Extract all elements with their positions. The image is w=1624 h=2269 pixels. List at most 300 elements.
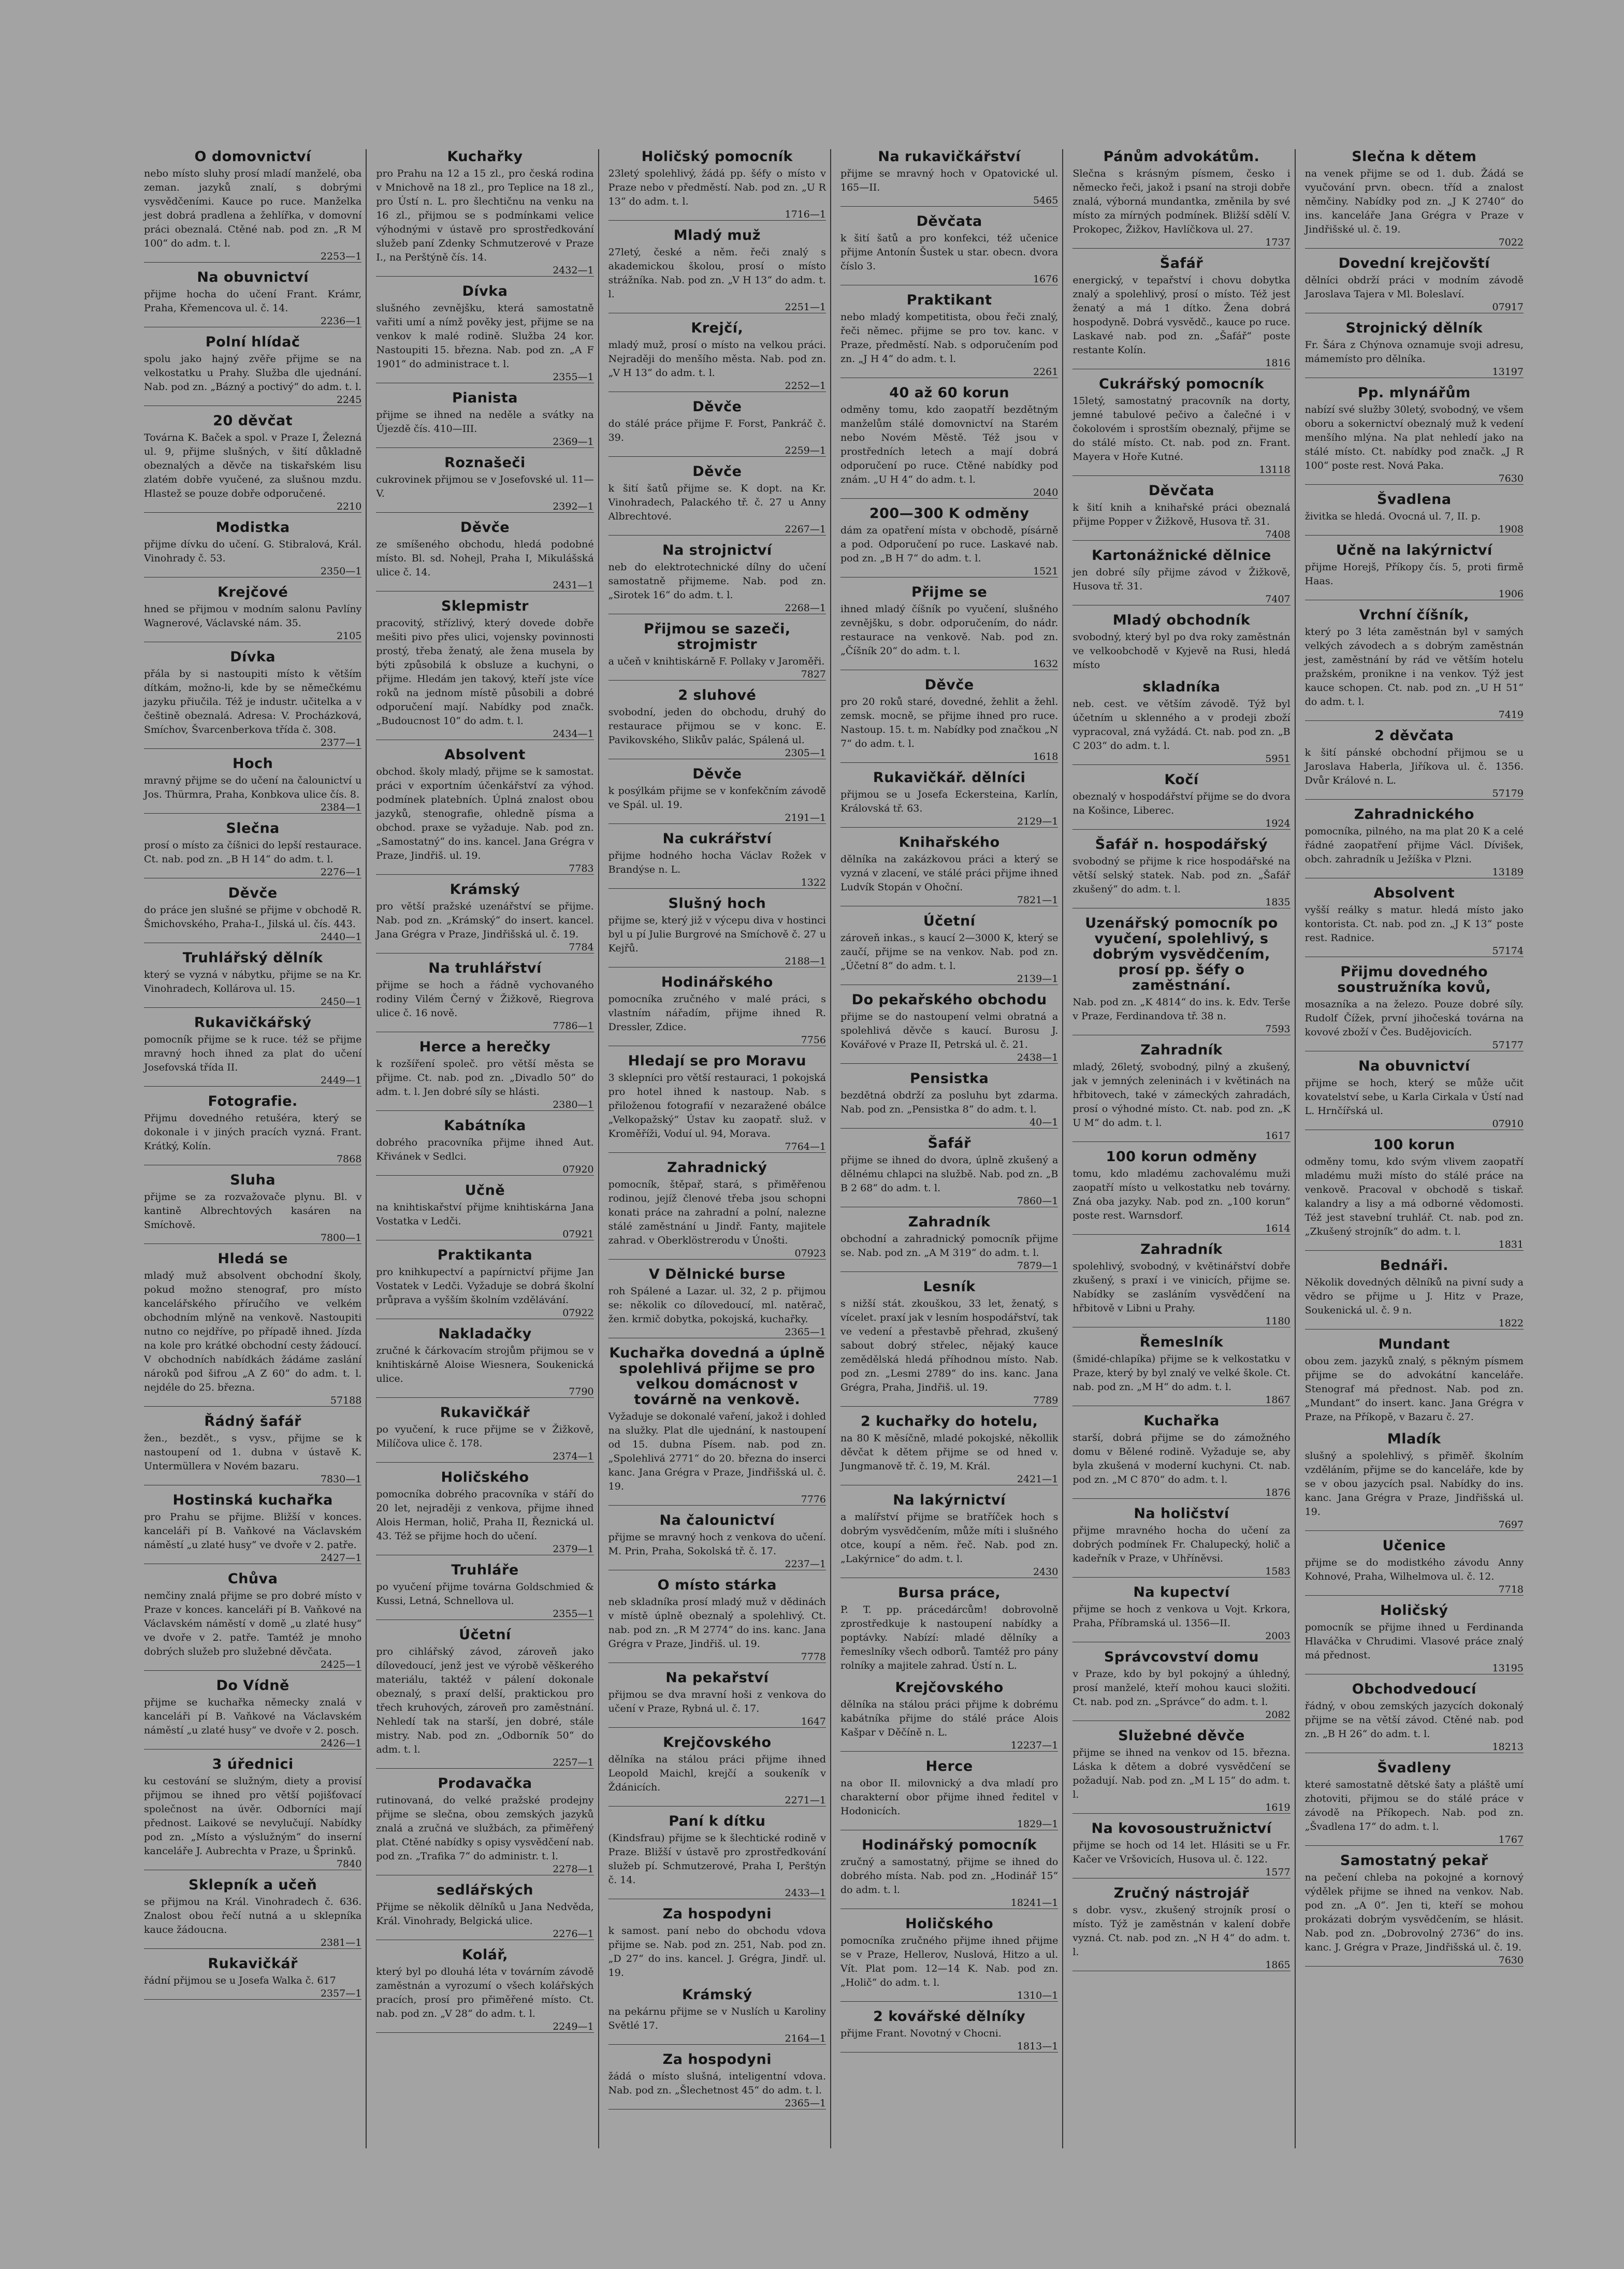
classified-ad bbox=[1072, 680, 1290, 765]
classified-ad bbox=[608, 1160, 826, 1260]
classified-ad bbox=[608, 688, 826, 759]
ad-heading: Modistka bbox=[215, 519, 290, 536]
ad-reference-code: 1906 bbox=[1305, 588, 1524, 600]
ad-body: do stálé práce přijme F. Forst, Pankráč č. 39. bbox=[608, 418, 826, 443]
ad-body: bezdětná obdrží za posluhu byt zdarma. Nab. pod zn. „Pensistka 8“ do adm. t. l. bbox=[840, 1090, 1058, 1115]
ad-heading: Truhlářský dělník bbox=[182, 950, 323, 966]
ad-reference-code: 7821—1 bbox=[840, 894, 1058, 906]
ad-heading: Děvče bbox=[692, 766, 742, 782]
ad-reference-code: 2245 bbox=[144, 394, 361, 406]
ad-heading: Chůva bbox=[227, 1571, 278, 1587]
ad-reference-code: 1767 bbox=[1305, 1834, 1524, 1846]
classified-ad bbox=[840, 149, 1058, 207]
classified-ad bbox=[1072, 772, 1290, 830]
ad-body: pomocníka dobrého pracovníka v stáří do 20 let, nejraději z venkova, přijme ihned Alois Herman, holič, Praha II, Řeznická ul. 43. Též se přijme hoch do učení. bbox=[376, 1488, 594, 1542]
ad-heading: Krámský bbox=[450, 881, 520, 898]
classified-ad bbox=[1072, 149, 1290, 249]
ad-heading: Pánům advokátům. bbox=[1103, 149, 1260, 165]
ad-heading: Bursa práce, bbox=[898, 1585, 1001, 1601]
ad-body: který byl po dlouhá léta v továrním závodě zaměstnán a vyrozumí o všech kolářských pracích, prosí pro přiměřené místo. Ct. nab. pod zn. „V 28“ do adm. t. l. bbox=[376, 1966, 594, 2019]
ad-body: pro 20 roků staré, dovedné, žehlit a žehl. zemsk. mocně, se přijme ihned pro ruce. Nastoup. 15. t. m. Nabídky pod značkou „N 7“ do adm. t. l. bbox=[840, 696, 1058, 749]
ad-body: neb do elektrotechnické dílny do učení samostatně přijmeme. Nab. pod zn. „Sirotek 16“ do adm. t. l. bbox=[608, 561, 826, 601]
classified-ad bbox=[1305, 1682, 1524, 1753]
ad-heading: Absolvent bbox=[1373, 885, 1455, 901]
classified-ad bbox=[608, 2052, 826, 2109]
classified-ad bbox=[144, 1251, 361, 1407]
classified-ad bbox=[1072, 256, 1290, 369]
ad-body: zručný a samostatný, přijme se ihned do dobrého místa. Nab. pod zn. „Hodinář 15“ do adm. t. l. bbox=[840, 1856, 1058, 1896]
ad-body: k samost. paní nebo do obchodu vdova přijme se. Nab. pod zn. 251, Nab. pod zn. „D 27“ do ins. kancel. J. Grégra, Jindř. ul. 19. bbox=[608, 1925, 826, 1978]
ad-reference-code: 7830—1 bbox=[144, 1473, 361, 1485]
ad-body: 15letý, samostatný pracovník na dorty, jemné tabulové pečivo a čalečné i v čokolovém i sprostším obeznalý, přijme se do stálé místo. Ct. nab. pod zn. Frant. Mayera v Hoře Kutné. bbox=[1072, 395, 1291, 463]
ad-heading: Rukavičkář. dělníci bbox=[873, 770, 1026, 786]
ad-heading: Děvče bbox=[460, 519, 510, 536]
ad-reference-code: 2305—1 bbox=[608, 747, 826, 759]
ad-heading: 40 až 60 korun bbox=[889, 385, 1010, 401]
ad-heading: Švadlena bbox=[1377, 492, 1452, 508]
ad-body: pomocníka, pilného, na ma plat 20 K a celé řádné zaopatření přijme Václ. Dívišek, obch. zahradník u Ježíška v Plzni. bbox=[1304, 826, 1524, 865]
ad-heading: Slušný hoch bbox=[668, 895, 766, 912]
ad-heading: Zručný nástrojář bbox=[1113, 1885, 1250, 1901]
ad-body: k rozšíření společ. pro větší města se přijme. Ct. nab. pod zn. „Divadlo 50“ do adm. t. l. Jen dobré síly se hlásti. bbox=[376, 1058, 594, 1097]
ad-body: (Kindsfrau) přijme se k šlechtické rodině v Praze. Bližší v ústavě pro zprostředkování služeb pí. Schmutzerové, Praha I, Perštýn č. 14. bbox=[608, 1832, 826, 1886]
ad-reference-code: 2384—1 bbox=[144, 802, 361, 814]
classified-ad bbox=[376, 149, 593, 277]
classified-ad bbox=[1305, 964, 1524, 1051]
ad-reference-code: 2365—1 bbox=[608, 2098, 826, 2109]
ad-heading: Šafář bbox=[927, 1135, 971, 1151]
ad-reference-code: 1583 bbox=[1072, 1566, 1290, 1578]
ad-body: Vyžaduje se dokonalé vaření, jakož i dohled na služky. Plat dle ujednání, k nastoupení od 15. dubna Písem. nab. pod zn. „Spolehlivá 2771“ do 20. března do inserci kanc. Jana Grégra v Praze, Jindřišská ul. č. 19. bbox=[608, 1411, 826, 1492]
ad-reference-code: 12237—1 bbox=[840, 1740, 1058, 1752]
classified-ad bbox=[144, 520, 361, 577]
classified-ads-grid bbox=[140, 149, 1528, 2148]
ad-reference-code: 2357—1 bbox=[144, 1988, 361, 2000]
ad-reference-code: 2392—1 bbox=[376, 501, 593, 513]
classified-ad bbox=[1072, 613, 1290, 672]
classified-ad bbox=[1072, 1149, 1290, 1235]
ad-heading: Bednáři. bbox=[1380, 1258, 1449, 1274]
classified-ad bbox=[608, 1987, 826, 2045]
ad-heading: Prodavačka bbox=[438, 1775, 532, 1791]
ad-heading: Truhláře bbox=[451, 1562, 519, 1578]
classified-ad bbox=[608, 1513, 826, 1570]
ad-reference-code: 7756 bbox=[608, 1034, 826, 1046]
classified-ad bbox=[376, 882, 593, 953]
ad-reference-code: 1829—1 bbox=[840, 1818, 1058, 1830]
ad-heading: Služebné děvče bbox=[1118, 1728, 1245, 1744]
ad-reference-code: 1619 bbox=[1072, 1802, 1290, 1814]
ad-reference-code: 2251—1 bbox=[608, 301, 826, 313]
ad-reference-code: 2276—1 bbox=[144, 866, 361, 878]
classified-ad bbox=[376, 1039, 593, 1111]
classified-ad bbox=[1305, 1853, 1524, 1967]
ad-reference-code: 2249—1 bbox=[376, 2021, 593, 2033]
ad-body: P. T. pp. prácedárcům! dobrovolně zprostředkuje k nastoupení nabídky a poptávky. Nabízí: mladé dělníky a řemeslníky všech odborů. Tamtéž pro pány rolníky a majitele zahrad. Ústí n. L. bbox=[840, 1604, 1058, 1671]
classified-ad bbox=[608, 464, 826, 536]
ad-body: obeznalý v hospodářství přijme se do dvora na Košince, Liberec. bbox=[1072, 791, 1291, 816]
ad-body: přijme se kuchařka německy znalá v kanceláři pí B. Vaňkové na Václavském náměstí „u zlaté husy“ ve dvoře v 2. posch. bbox=[144, 1697, 362, 1736]
ad-heading: sedlářských bbox=[437, 1882, 533, 1898]
ad-body: Slečna s krásným písmem, česko i německo řeči, jakož i psaní na stroji dobře znalá, výborná mundantka, změnila by své místo za mírných podmínek. Bližší sdělí V. Prokopec, Žižkov, Havlíčkova ul. 27. bbox=[1072, 168, 1291, 235]
ad-heading: Pianista bbox=[452, 390, 518, 406]
classified-ad bbox=[840, 293, 1058, 378]
ad-body: a malířství přijme se bratříček hoch s dobrým vysvědčením, může míti i slušného otce, koupí a něm. řeč. Nab. pod zn. „Lakýrnice“ do adm. t. l. bbox=[840, 1511, 1058, 1565]
ad-heading: Na pekařství bbox=[665, 1670, 769, 1686]
classified-ad bbox=[1072, 916, 1290, 1035]
ad-heading: Hodinářského bbox=[661, 974, 773, 990]
ad-body: přijme se hoch, který se může učit kovatelství sebe, u Karla Cirkala v Ústí nad L. Hrnčířská ul. bbox=[1304, 1077, 1524, 1117]
ad-heading: Mundant bbox=[1378, 1336, 1451, 1352]
ad-reference-code: 1521 bbox=[840, 566, 1058, 577]
ad-heading: Na čalounictví bbox=[659, 1512, 775, 1528]
ad-heading: Na kupectví bbox=[1133, 1584, 1230, 1600]
classified-ad bbox=[608, 149, 826, 221]
classified-ad bbox=[840, 1136, 1058, 1207]
classified-ad bbox=[840, 585, 1058, 670]
ad-heading: Švadleny bbox=[1377, 1760, 1452, 1776]
ad-reference-code: 57188 bbox=[144, 1395, 361, 1407]
classified-ad bbox=[1072, 1506, 1290, 1578]
ad-heading: Kuchařka dovedná a úplně spolehlivá přijme se pro velkou domácnost v továrně na venkově. bbox=[609, 1345, 825, 1408]
ad-body: se přijmou na Král. Vinohradech č. 636. Znalost obou řečí nutná a u sklepníka kauce žádoucna. bbox=[144, 1896, 362, 1935]
ad-reference-code: 2430 bbox=[840, 1566, 1058, 1578]
ad-body: na obor II. milovnický a dva mladí pro charakterní obor přijme ihned ředitel v Hodonicích. bbox=[840, 1777, 1058, 1817]
ad-body: pomocníka zručného přijme ihned přijme se v Praze, Hellerov, Nuslová, Hitzo a ul. Vít. Plat pom. 12—14 K. Nab. pod zn. „Holič“ do adm. t. l. bbox=[840, 1935, 1058, 1988]
ad-body: pomocník, štěpař, stará, s přiměřenou rodinou, jejíž členové třeba jsou schopni konati práce na zahradní a polní, nalezne stálé zaměstnání u Jindř. Fanty, majitele zahrad. v Oberklöstrerodu v Únošti. bbox=[608, 1179, 826, 1246]
ad-body: pro větší pražské uzenářství se přijme. Nab. pod zn. „Krámský“ do insert. kancel. Jana Grégra v Praze, Jindřišská ul. č. 19. bbox=[376, 901, 594, 940]
ad-reference-code: 57177 bbox=[1305, 1039, 1524, 1051]
ad-reference-code: 18213 bbox=[1305, 1741, 1524, 1753]
classified-ad bbox=[1072, 1886, 1290, 1971]
ad-body: cukrovinek přijmou se v Josefovské ul. 11—V. bbox=[376, 474, 594, 499]
ad-body: (šmidé-chlapíka) přijme se k velkostatku v Praze, který by byl znalý ve velké škole. Ct. nab. pod zn. „M H“ do adm. t. l. bbox=[1072, 1353, 1291, 1393]
ad-heading: Děvče bbox=[692, 464, 742, 480]
ad-reference-code: 13189 bbox=[1305, 866, 1524, 878]
classified-ad bbox=[1072, 548, 1290, 605]
ad-heading: Učenice bbox=[1382, 1538, 1446, 1554]
ad-body: k šití knih a knihařské práci obeznalá přijme Popper v Žižkově, Husova tř. 31. bbox=[1072, 502, 1291, 527]
ad-body: pro Prahu se přijme. Bližší v konces. kanceláři pí B. Vaňkové na Václavském náměstí „u zlaté husy“ ve dvoře v 2. patře. bbox=[144, 1511, 362, 1551]
ad-body: hned se přijmou v modním salonu Pavlíny Wagnerové, Václavské nám. 35. bbox=[144, 603, 362, 629]
classified-ad bbox=[840, 835, 1058, 906]
ad-heading: Sklepník a učeň bbox=[189, 1877, 317, 1893]
classified-ad bbox=[840, 992, 1058, 1064]
ad-heading: Kuchařka bbox=[1143, 1413, 1220, 1429]
ad-reference-code: 7783 bbox=[376, 863, 593, 875]
ad-reference-code: 1813—1 bbox=[840, 2041, 1058, 2053]
ad-body: přijme se ihned na venkov od 15. března. Láska k dětem a dobré vysvědčení se požadují. Nab. pod zn. „M L 15“ do adm. t. l. bbox=[1072, 1747, 1291, 1800]
ad-reference-code: 7764—1 bbox=[608, 1141, 826, 1153]
ad-body: pro Prahu na 12 a 15 zl., pro česká rodina v Mnichově na 18 zl., pro Teplice na 18 zl., pro Ústí n. L. pro šlechtičnu na venku na 16 zl., přijmou se s podmínkami velice výhodnými v ústavě pro sprostředkování služeb paní Zdenky Schmutzerové v Praze I., na Perštýně čís. 14. bbox=[376, 168, 594, 263]
ad-reference-code: 2261 bbox=[840, 366, 1058, 378]
ad-heading: Holičský pomocník bbox=[641, 149, 793, 165]
ad-reference-code: 2381—1 bbox=[144, 1937, 361, 1949]
ad-body: k posýlkám přijme se v konfekčním závodě ve Spál. ul. 19. bbox=[608, 785, 826, 811]
ad-heading: Paní k dítku bbox=[669, 1813, 766, 1829]
ad-column bbox=[836, 149, 1063, 2148]
classified-ad bbox=[144, 1877, 361, 1949]
ad-heading: Kabátníka bbox=[444, 1118, 526, 1134]
ad-heading: Přijme se bbox=[911, 584, 988, 600]
ad-heading: Do Vídně bbox=[216, 1678, 289, 1694]
classified-ad bbox=[376, 391, 593, 448]
ad-body: nebo mladý kompetitista, obou řeči znalý, řeči němec. přijme se pro tov. kanc. v Praze, předměstí. Nab. s odporučením pod zn. „J H 4“ do adm. t. l. bbox=[840, 311, 1058, 365]
classified-ad bbox=[840, 214, 1058, 285]
ad-body: pracovitý, střízlivý, který dovede dobře mešiti pivo přes ulici, vojensky povinnosti prostý, třeba ženatý, ale žena musela by býti způsobilá k obsluze a kuchyni, o přijme. Hledám jen takový, kteří jste více roků na jednom místě působili a dobré odporučení mají. Nabídky pod značk. „Budoucnost 10“ do adm. t. l. bbox=[376, 617, 594, 727]
ad-body: ihned mladý číšník po vyučení, slušného zevnějšku, s dobr. odporučením, do nádr. restaurace na venkově. Nab. pod zn. „Číšník 20“ do adm. t. l. bbox=[840, 603, 1058, 657]
ad-heading: Účetní bbox=[459, 1627, 511, 1643]
ad-reference-code: 07920 bbox=[376, 1164, 593, 1176]
classified-ad bbox=[1305, 149, 1524, 249]
ad-body: zručné k čárkovacím strojům přijmou se v knihtiskárně Aloise Wiesnera, Soukenická ulice. bbox=[376, 1345, 594, 1384]
ad-body: slušného zevnějšku, která samostatně vařiti umí a nímž pověky jest, přijme se na venkov k malé rodině. Služba 24 kor. Nastoupiti 15. března. Nab. pod zn. „A F 1901“ do administrace t. l. bbox=[376, 302, 594, 370]
ad-heading: Samostatný pekař bbox=[1340, 1853, 1488, 1869]
ad-reference-code: 2259—1 bbox=[608, 445, 826, 457]
ad-reference-code: 2278—1 bbox=[376, 1863, 593, 1875]
classified-ad bbox=[144, 1757, 361, 1870]
classified-ad bbox=[608, 896, 826, 967]
ad-body: k šití šatů přijme se. K dopt. na Kr. Vinohradech, Palackého tř. č. 27 u Anny Albrechtové. bbox=[608, 483, 826, 522]
ad-body: pomocník přijme se k ruce. též se přijme mravný hoch ihned za plat do učení Josefovská třída II. bbox=[144, 1034, 362, 1073]
ad-body: po vyučení, k ruce přijme se v Žižkově, Milíčova ulice č. 178. bbox=[376, 1424, 594, 1449]
ad-heading: Za hospodyni bbox=[662, 2051, 772, 2068]
classified-ad bbox=[608, 767, 826, 824]
ad-heading: Knihařského bbox=[898, 834, 1000, 850]
ad-reference-code: 5951 bbox=[1072, 753, 1290, 765]
ad-reference-code: 1908 bbox=[1305, 524, 1524, 536]
ad-body: dám za opatření místa v obchodě, písárně a pod. Odporučení po ruce. Laskavé nab. pod zn. „B H 7“ do adm. t. l. bbox=[840, 525, 1058, 564]
classified-ad bbox=[608, 1346, 826, 1506]
ad-reference-code: 1716—1 bbox=[608, 209, 826, 221]
ad-heading: Slečna bbox=[226, 820, 280, 836]
ad-body: který se vyzná v nábytku, přijme se na Kr. Vinohradech, Kollárova ul. 15. bbox=[144, 969, 362, 994]
ad-heading: Hoch bbox=[232, 756, 273, 772]
ad-heading: Rukavičkář bbox=[208, 1956, 298, 1972]
ad-heading: Krámský bbox=[682, 1987, 752, 2003]
classified-ad bbox=[1072, 1650, 1290, 1721]
ad-body: k šití pánské obchodní přijmou se u Jaroslava Haberla, Jiříkova ul. č. 1356. Dvůr Králové n. L. bbox=[1304, 747, 1524, 786]
ad-body: který po 3 léta zaměstnán byl v samých velkých závodech a s dobrým zaměstnán jest, zaměstnání by rád ve větším hotelu pražském, pronikne i na venkov. Týž jest kauce schopen. Ct. nab. pod zn. „U H 51“ do adm. t. l. bbox=[1304, 626, 1524, 707]
ad-column bbox=[140, 149, 367, 2148]
ad-heading: Pp. mlynářům bbox=[1357, 385, 1471, 401]
classified-ad bbox=[1305, 608, 1524, 721]
ad-reference-code: 2267—1 bbox=[608, 524, 826, 536]
classified-ad bbox=[376, 1776, 593, 1875]
ad-body: dělníka na zakázkovou práci a který se vyzná v zlacení, ve stálé práci přijme ihned Ludvík Stopán v Ohoční. bbox=[840, 854, 1058, 893]
ad-reference-code: 7407 bbox=[1072, 594, 1290, 605]
ad-body: mladý muž absolvent obchodní školy, pokud možno stenograf, pro místo kancelářského příručího ve velkém obchodním mlýně na venkově. Nastoupiti nutno co nejdříve, po případě ihned. Jízda na kole pro krátké obchodní cesty žádoucí. V obchodních nabídkách žádáme zaslání nároků pod šifrou „A Z 60“ do adm. t. l. nejdéle do 25. března. bbox=[144, 1270, 362, 1393]
ad-heading: Krejčí, bbox=[691, 320, 744, 336]
ad-heading: Dívka bbox=[462, 283, 508, 299]
ad-heading: Šafář n. hospodářský bbox=[1095, 836, 1268, 852]
ad-reference-code: 2040 bbox=[840, 487, 1058, 499]
ad-column bbox=[1068, 149, 1295, 2148]
ad-body: řádní přijmou se u Josefa Walka č. 617 bbox=[144, 1975, 336, 1986]
ad-heading: Kolář, bbox=[461, 1947, 509, 1963]
ad-reference-code: 2431—1 bbox=[376, 580, 593, 591]
classified-ad bbox=[1305, 543, 1524, 600]
classified-ad bbox=[1072, 1413, 1290, 1499]
ad-heading: 20 děvčat bbox=[213, 413, 293, 429]
ad-heading: Kuchařky bbox=[447, 149, 523, 165]
ad-reference-code: 2105 bbox=[144, 630, 361, 642]
ad-reference-code: 1617 bbox=[1072, 1130, 1290, 1142]
ad-body: po vyučení přijme továrna Goldschmied & Kussi, Letná, Schnellova ul. bbox=[376, 1581, 594, 1607]
classified-ad bbox=[1305, 256, 1524, 313]
ad-body: Několik dovedných dělníků na pivní sudy a vědro se přijme u J. Hitz v Praze, Soukenická ul. č. 9 n. bbox=[1304, 1277, 1524, 1316]
ad-reference-code: 57179 bbox=[1305, 788, 1524, 800]
ad-reference-code: 2237—1 bbox=[608, 1558, 826, 1570]
ad-heading: Herce bbox=[925, 1758, 973, 1774]
ad-body: energický, v tepařství i chovu dobytka znalý a spolehlivý, prosí o místo. Též jest ženatý a má 1 dítko. Žena dobrá hospodyně. Dobrá vysvědč., kauce po ruce. Laskavé nab. pod zn. „Šafář“ poste restante Kolín. bbox=[1072, 274, 1291, 356]
classified-ad bbox=[376, 1883, 593, 1940]
ad-reference-code: 7790 bbox=[376, 1386, 593, 1398]
classified-ad bbox=[144, 886, 361, 943]
ad-body: svobodný, který byl po dva roky zaměstnán ve velkoobchodě v Kyjevě na Rusi, hledá místo bbox=[1072, 631, 1291, 671]
ad-heading: Kartonážnické dělnice bbox=[1092, 547, 1271, 563]
ad-body: Fr. Šára z Chýnova oznamuje svoji adresu, mámemísto pro dělníka. bbox=[1304, 339, 1524, 365]
ad-heading: Na holičství bbox=[1134, 1506, 1229, 1522]
ad-body: živitka se hledá. Ovocná ul. 7, II. p. bbox=[1304, 511, 1481, 522]
ad-body: neb skladníka prosí mladý muž v dědinách v místě úplně obeznalý a spolehlivý. Ct. nab. pod zn. „R M 2774“ do ins. kanc. Jana Grégra v Praze, Jindřiš. ul. 19. bbox=[608, 1596, 826, 1650]
ad-body: mladý muž, prosí o místo na velkou práci. Nejraději do menšího města. Nab. pod zn. „V H 13“ do adm. t. l. bbox=[608, 339, 826, 379]
ad-heading: Přijmou se sazeči, strojmistr bbox=[644, 621, 791, 653]
classified-ad bbox=[144, 1094, 361, 1165]
ad-body: s nižší stát. zkouškou, 33 let, ženatý, s vícelet. praxí jak v lesním hospodářství, tak ve vedení a přestavbě přehrad, zkušený sabout dobrý střelec, nějaký kauce zemědělská hledá příhodnou místo. Nab. pod zn. „Lesmi 2789“ do ins. kanc. Jana Grégra, Praha, Jindřiš. ul. 19. bbox=[840, 1298, 1058, 1393]
ad-reference-code: 40—1 bbox=[840, 1117, 1058, 1129]
ad-body: a učeň v knihtiskárně F. Pollaky v Jaroměři. bbox=[608, 656, 825, 667]
ad-heading: Hodinářský pomocník bbox=[862, 1837, 1037, 1853]
ad-heading: Na obuvnictví bbox=[1358, 1058, 1470, 1074]
ad-body: pomocníka zručného v malé práci, s vlastním nářadím, přijme ihned R. Dressler, Zdice. bbox=[608, 993, 826, 1033]
ad-heading: Hostinská kuchařka bbox=[172, 1492, 333, 1508]
ad-body: pro knihkupectví a papírnictví přijme Jan Vostatek v Ledči. Vyžaduje se dobrá školní průprava a vyšším školním vzdělávání. bbox=[376, 1266, 594, 1306]
ad-reference-code: 7840 bbox=[144, 1858, 361, 1870]
ad-reference-code: 7408 bbox=[1072, 529, 1290, 541]
classified-ad bbox=[840, 1585, 1058, 1673]
ad-body: nebo místo sluhy prosí mladí manželé, oba zeman. jazyků znalí, s dobrými vysvědčeními. Kauce po ruce. Manželka jest dobrá pradlena a žehlířka, v domovní práci obeznalá. Ctěné nab. pod zn. „R M 100“ do adm. t. l. bbox=[144, 168, 362, 249]
ad-heading: Děvče bbox=[228, 885, 278, 901]
ad-reference-code: 07922 bbox=[376, 1307, 593, 1319]
classified-ad bbox=[1305, 492, 1524, 536]
classified-ad bbox=[376, 747, 593, 875]
ad-reference-code: 07917 bbox=[1305, 301, 1524, 313]
ad-body: přijme se mravný hoch v Opatovické ul. 165—II. bbox=[840, 168, 1058, 193]
ad-body: ku cestování se služným, diety a provisí přijmou se ihned pro větší pojišťovací společnost na úvěr. Odborníci mají přednost. Laikové se nevylučují. Nabídky pod zn. „Místo a výslužným“ do inserní kanceláře J. Aubrechta v Praze, u Šprinků. bbox=[144, 1775, 362, 1857]
ad-reference-code: 1831 bbox=[1305, 1239, 1524, 1251]
ad-body: přijme se do nastoupení velmi obratná a spolehlivá děvče s kaucí. Burosu J. Kovářové v Praze II, Petrská ul. č. 21. bbox=[840, 1011, 1058, 1050]
classified-ad bbox=[1305, 1760, 1524, 1846]
ad-reference-code: 07910 bbox=[1305, 1118, 1524, 1130]
ad-heading: Účetní bbox=[923, 913, 976, 929]
classified-ad bbox=[1305, 1337, 1524, 1424]
classified-ad bbox=[376, 284, 593, 383]
classified-ad bbox=[144, 585, 361, 642]
ad-body: zároveň inkas., s kaucí 2—3000 K, který se zaučí, přijme se na venkov. Nab. pod zn. „Účetní 8“ do adm. t. l. bbox=[840, 932, 1058, 972]
ad-reference-code: 7419 bbox=[1305, 709, 1524, 721]
classified-ad bbox=[376, 1248, 593, 1319]
ad-heading: Správcovství domu bbox=[1104, 1649, 1259, 1665]
classified-ad bbox=[1072, 1728, 1290, 1814]
ad-heading: Krejčovského bbox=[663, 1735, 772, 1751]
classified-ad bbox=[840, 677, 1058, 763]
ad-reference-code: 1632 bbox=[840, 658, 1058, 670]
ad-heading: Krejčovského bbox=[895, 1680, 1004, 1696]
ad-heading: skladníka bbox=[1142, 679, 1221, 695]
ad-reference-code: 2440—1 bbox=[144, 931, 361, 943]
ad-body: svobodní, jeden do obchodu, druhý do restaurace přijmou se v konc. E. Pavikovského, Slikův palác, Spálená ul. bbox=[608, 706, 826, 746]
ad-body: přijme se ihned na neděle a svátky na Újezdě čís. 410—III. bbox=[376, 409, 594, 435]
classified-ad bbox=[1072, 837, 1290, 908]
ad-body: spolu jako hajný zvěře přijme se na velkostatku u Prahy. Služba dle ujednání. Nab. pod zn. „Bázný a poctivý“ do adm. t. l. bbox=[144, 353, 362, 393]
ad-heading: Děvčata bbox=[916, 213, 982, 229]
ad-heading: Holičského bbox=[905, 1916, 994, 1932]
ad-reference-code: 2082 bbox=[1072, 1709, 1290, 1721]
ad-reference-code: 2252—1 bbox=[608, 380, 826, 392]
ad-body: na pekárnu přijme se v Nuslích u Karoliny Světlé 17. bbox=[608, 2006, 826, 2031]
classified-ad bbox=[840, 1279, 1058, 1407]
classified-ad bbox=[1072, 1242, 1290, 1327]
classified-ad bbox=[144, 1414, 361, 1485]
classified-ad bbox=[144, 1956, 361, 2000]
ad-body: do práce jen slušné se přijme v obchodě R. Šmichovského, Praha-I., Jilská ul. čís. 443. bbox=[144, 904, 362, 930]
ad-reference-code: 2253—1 bbox=[144, 251, 361, 263]
ad-reference-code: 1614 bbox=[1072, 1223, 1290, 1235]
ad-reference-code: 1822 bbox=[1305, 1318, 1524, 1329]
ad-body: spolehlivý, svobodný, v květinářství dobře zkušený, s praxí i ve vinicích, přijme se. Nabídky se zasláním vysvědčení na hřbitově v Libni u Prahy. bbox=[1072, 1261, 1291, 1314]
classified-ad bbox=[376, 1947, 593, 2033]
classified-ad bbox=[840, 1680, 1058, 1752]
ad-body: přijme se hoch a řádně vychovaného rodiny Vilém Černý v Žižkově, Riegrova ulice č. 16 nově. bbox=[376, 979, 594, 1019]
classified-ad bbox=[144, 1493, 361, 1564]
classified-ad bbox=[144, 1678, 361, 1750]
ad-reference-code: 2450—1 bbox=[144, 996, 361, 1008]
ad-reference-code: 2433—1 bbox=[608, 1887, 826, 1899]
ad-reference-code: 2427—1 bbox=[144, 1552, 361, 1564]
ad-reference-code: 2432—1 bbox=[376, 265, 593, 277]
classified-ad bbox=[608, 1578, 826, 1663]
ad-heading: Holičský bbox=[1380, 1602, 1448, 1618]
ad-reference-code: 2257—1 bbox=[376, 1757, 593, 1769]
ad-heading: Cukrářský pomocník bbox=[1099, 376, 1264, 392]
classified-ad bbox=[840, 506, 1058, 577]
ad-body: tomu, kdo mladému zachovalému muži zaopatří místo u velkostatku neb továrny. Zná oba jazyky. Nab. pod zn. „100 korun“ poste rest. Warnsdorf. bbox=[1072, 1168, 1291, 1221]
ad-body: obchod. školy mladý, přijme se k samostat. práci v exportním účenkářství za výhod. podmínek platebních. Úplná znalost obou jazyků, stenografie, ohledně písma a obchod. praxe se vyžaduje. Nab. pod zn. „Samostatný“ do ins. kancel. Jana Grégra v Praze, Jindřiš. ul. 19. bbox=[376, 766, 594, 861]
classified-ad bbox=[840, 1916, 1058, 2002]
ad-reference-code: 1867 bbox=[1072, 1394, 1290, 1406]
ad-reference-code: 7630 bbox=[1305, 1955, 1524, 1967]
ad-reference-code: 2380—1 bbox=[376, 1099, 593, 1111]
classified-ad bbox=[1305, 385, 1524, 485]
classified-ad bbox=[144, 270, 361, 327]
ad-column bbox=[604, 149, 831, 2148]
ad-heading: Řemeslník bbox=[1139, 1334, 1224, 1350]
ad-heading: Zahradník bbox=[1140, 1042, 1223, 1058]
ad-column bbox=[1301, 149, 1528, 2148]
ad-reference-code: 1647 bbox=[608, 1716, 826, 1728]
ad-reference-code: 1618 bbox=[840, 751, 1058, 763]
ad-reference-code: 07921 bbox=[376, 1229, 593, 1240]
ad-reference-code: 2236—1 bbox=[144, 315, 361, 327]
ad-heading: Učně na lakýrnictví bbox=[1336, 542, 1492, 558]
ad-body: pomocník se přijme ihned u Ferdinanda Hlaváčka v Chrudimi. Vlasové práce znalý má přednost. bbox=[1304, 1622, 1524, 1661]
ad-body: přijme se hoch z venkova u Vojt. Krkora, Praha, Příbramská ul. 1356—II. bbox=[1072, 1603, 1291, 1629]
ad-heading: Děvče bbox=[692, 399, 742, 415]
classified-ad bbox=[376, 1405, 593, 1463]
classified-ad bbox=[840, 1759, 1058, 1830]
classified-ad bbox=[376, 1326, 593, 1398]
